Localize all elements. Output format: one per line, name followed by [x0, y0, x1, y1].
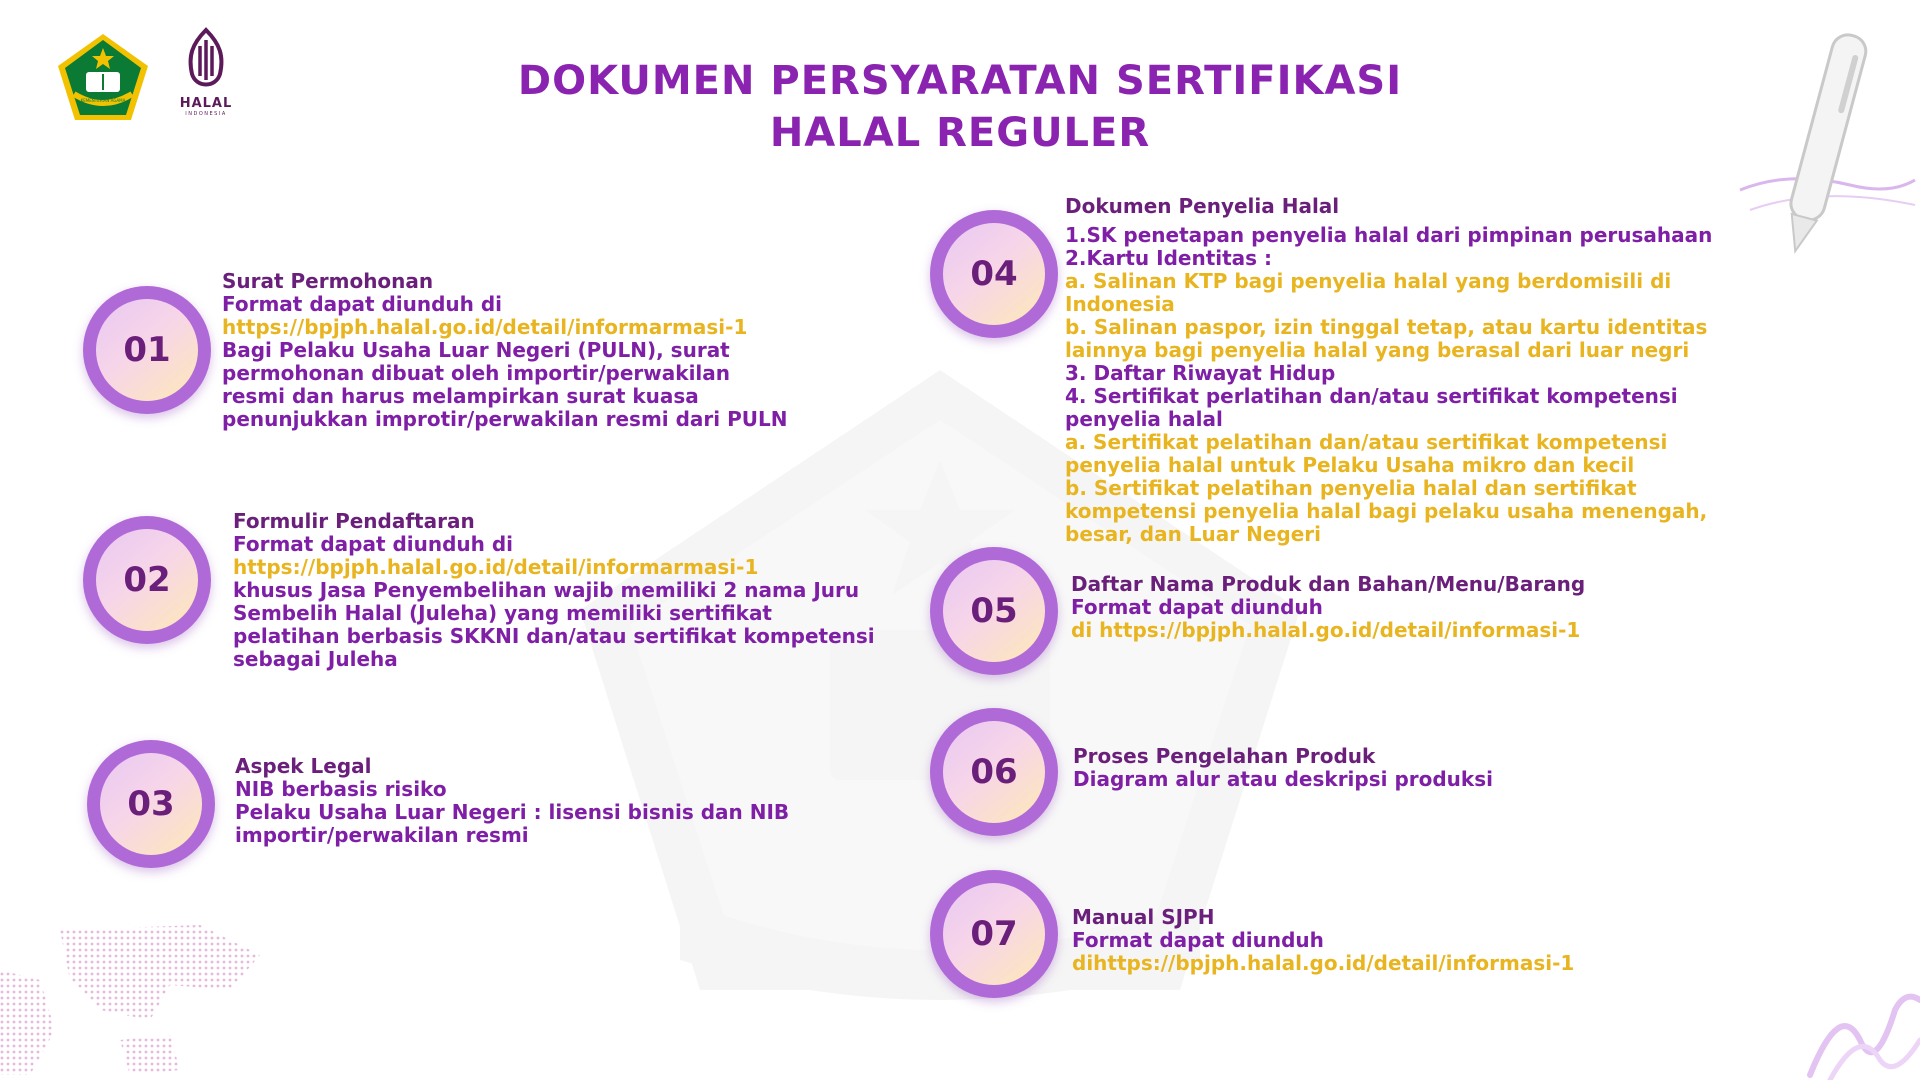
item-line: a. Sertifikat pelatihan dan/atau sertifikat kompetensi — [1065, 430, 1668, 454]
number-label-04: 04 — [943, 223, 1045, 325]
item-06-proses-pengolahan-produk — [1073, 745, 1493, 791]
number-label-01: 01 — [96, 299, 198, 401]
item-line: 4. Sertifikat perlatihan dan/atau sertifikat kompetensi — [1065, 384, 1678, 408]
item-line: penyelia halal untuk Pelaku Usaha mikro dan kecil — [1065, 453, 1635, 477]
item-line: b. Sertifikat pelatihan penyelia halal dan sertifikat — [1065, 476, 1637, 500]
item-04-dokumen-penyelia-halal — [1065, 195, 1712, 546]
item-line: b. Salinan paspor, izin tinggal tetap, atau kartu identitas — [1065, 315, 1708, 339]
item-heading: Formulir Pendaftaran — [233, 509, 475, 533]
number-label-05: 05 — [943, 560, 1045, 662]
item-line: sebagai Juleha — [233, 647, 398, 671]
item-line: kompetensi penyelia halal bagi pelaku usaha menengah, — [1065, 499, 1708, 523]
item-07-manual-sjph — [1072, 906, 1574, 975]
item-line: 3. Daftar Riwayat Hidup — [1065, 361, 1336, 385]
item-line: a. Salinan KTP bagi penyelia halal yang berdomisili di — [1065, 269, 1672, 293]
number-label-06: 06 — [943, 721, 1045, 823]
item-heading: Dokumen Penyelia Halal — [1065, 194, 1340, 218]
number-circle-07 — [930, 870, 1058, 998]
item-heading: Proses Pengelahan Produk — [1073, 744, 1376, 768]
download-link[interactable]: https://bpjph.halal.go.id/detail/informarmasi-1 — [222, 315, 748, 339]
item-line: permohonan dibuat oleh importir/perwakilan — [222, 361, 731, 385]
download-link[interactable]: dihttps://bpjph.halal.go.id/detail/informasi-1 — [1072, 951, 1575, 975]
dotted-world-map-decoration — [0, 900, 280, 1080]
item-line: importir/perwakilan resmi — [235, 823, 529, 847]
item-line: penunjukkan improtir/perwakilan resmi dari PULN — [222, 407, 788, 431]
item-line: Sembelih Halal (Juleha) yang memiliki sertifikat — [233, 601, 772, 625]
item-line: Format dapat diunduh di — [233, 532, 514, 556]
item-line: Format dapat diunduh — [1072, 928, 1324, 952]
item-line: Pelaku Usaha Luar Negeri : lisensi bisnis dan NIB — [235, 800, 790, 824]
number-label-07: 07 — [943, 883, 1045, 985]
kemenag-logo-text: KEMENTERIAN AGAMA — [80, 98, 126, 103]
page-title — [430, 55, 1490, 159]
item-line: besar, dan Luar Negeri — [1065, 522, 1321, 546]
download-link[interactable]: di https://bpjph.halal.go.id/detail/informasi-1 — [1071, 618, 1581, 642]
item-heading: Aspek Legal — [235, 754, 372, 778]
number-circle-06 — [930, 708, 1058, 836]
item-line: 1.SK penetapan penyelia halal dari pimpinan perusahaan — [1065, 223, 1713, 247]
halal-logo-sub: INDONESIA — [185, 111, 227, 117]
item-line: NIB berbasis risiko — [235, 777, 447, 801]
item-line: khusus Jasa Penyembelihan wajib memiliki 2 nama Juru — [233, 578, 860, 602]
item-01-surat-permohonan — [222, 270, 787, 431]
number-circle-01 — [83, 286, 211, 414]
swirl-decoration — [1800, 980, 1920, 1080]
halal-indonesia-logo — [170, 26, 242, 126]
download-link[interactable]: https://bpjph.halal.go.id/detail/informarmasi-1 — [233, 555, 759, 579]
item-02-formulir-pendaftaran — [233, 510, 875, 671]
page-title-line1: DOKUMEN PERSYARATAN SERTIFIKASI — [517, 58, 1403, 104]
item-line: 2.Kartu Identitas : — [1065, 246, 1273, 270]
number-circle-04 — [930, 210, 1058, 338]
pen-decoration — [1730, 20, 1920, 260]
number-circle-05 — [930, 547, 1058, 675]
number-label-02: 02 — [96, 529, 198, 631]
item-line: Diagram alur atau deskripsi produksi — [1073, 767, 1493, 791]
halal-logo-word: HALAL — [179, 96, 233, 111]
kemenag-logo — [56, 32, 150, 122]
item-heading: Daftar Nama Produk dan Bahan/Menu/Barang — [1071, 572, 1586, 596]
item-05-daftar-nama-produk — [1071, 573, 1585, 642]
item-line: lainnya bagi penyelia halal yang berasal dari luar negri — [1065, 338, 1690, 362]
number-circle-03 — [87, 740, 215, 868]
item-line: penyelia halal — [1065, 407, 1223, 431]
item-line: Bagi Pelaku Usaha Luar Negeri (PULN), surat — [222, 338, 730, 362]
item-line: Format dapat diunduh — [1071, 595, 1323, 619]
number-circle-02 — [83, 516, 211, 644]
item-line: resmi dan harus melampirkan surat kuasa — [222, 384, 699, 408]
item-heading: Surat Permohonan — [222, 269, 434, 293]
item-heading: Manual SJPH — [1072, 905, 1215, 929]
halal-wayang-icon — [178, 26, 234, 96]
number-label-03: 03 — [100, 753, 202, 855]
item-line: Format dapat diunduh di — [222, 292, 503, 316]
item-line: pelatihan berbasis SKKNI dan/atau sertifikat kompetensi — [233, 624, 875, 648]
page-title-line2: HALAL REGULER — [769, 110, 1151, 156]
item-03-aspek-legal — [235, 755, 789, 847]
item-line: Indonesia — [1065, 292, 1175, 316]
